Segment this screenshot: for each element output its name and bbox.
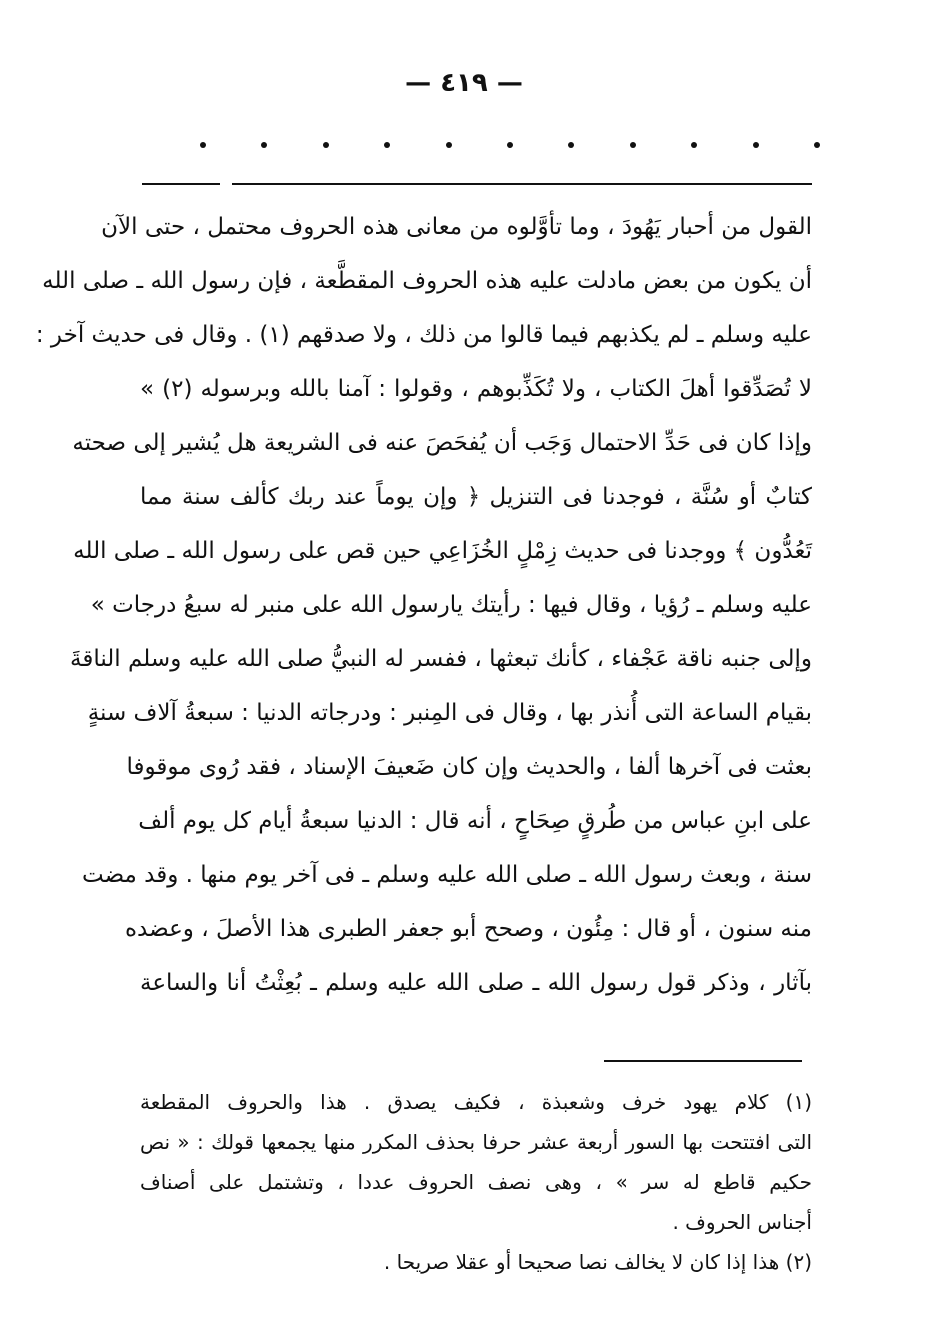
- footnote-rule: [604, 1060, 802, 1062]
- body-line: كتابٌ أو سُنَّة ، فوجدنا فى التنزيل ﴿ وإن يوماً عند ربك كألف سنة مما: [140, 484, 812, 510]
- header-rule-left: [142, 183, 220, 185]
- body-line: منه سنون ، أو قال : مِئُون ، وصحح أبو جعفر الطبرى هذا الأصلَ ، وعضده: [125, 916, 812, 942]
- dot: [446, 142, 452, 148]
- footnote-line: أجناس الحروف .: [672, 1210, 812, 1234]
- footnote-line: التى افتتحت بها السور أربعة عشر حرفا بحذف المكرر منها يجمعها قولك : « نص: [140, 1130, 812, 1154]
- dot: [507, 142, 513, 148]
- body-line: على ابنِ عباس من طُرقٍ صِحَاحٍ ، أنه قال : الدنيا سبعةُ أيام كل يوم ألف: [138, 808, 812, 834]
- footnote-line: حكيم قاطع له سر » ، وهى نصف الحروف عددا ، وتشتمل على أصناف: [140, 1170, 812, 1194]
- dot: [323, 142, 329, 148]
- body-line: سنة ، وبعث رسول الله ـ صلى الله عليه وسلم ـ فى آخر يوم منها . وقد مضت: [82, 862, 812, 888]
- body-line: عليه وسلم ـ رُؤيا ، وقال فيها : رأيتك يارسول الله على منبر له سبعُ درجات »: [90, 592, 812, 618]
- dot: [753, 142, 759, 148]
- dot: [384, 142, 390, 148]
- footnotes: [140, 1082, 812, 1282]
- dot: [630, 142, 636, 148]
- dot: [814, 142, 820, 148]
- body-line: وإلى جنبه ناقة عَجْفاء ، كأنك تبعثها ، ففسر له النبيُّ صلى الله عليه وسلم الناقةَ: [70, 646, 812, 672]
- dot: [200, 142, 206, 148]
- body-line: وإذا كان فى حَدِّ الاحتمال وَجَب أن يُفحَصَ عنه فى الشريعة هل يُشير إلى صحته: [72, 430, 812, 456]
- ornament-dots: [200, 142, 820, 148]
- page-number: — ٤١٩ —: [405, 68, 523, 98]
- body-line: أن يكون من بعض مادلت عليه هذه الحروف المقطَّعة ، فإن رسول الله ـ صلى الله: [42, 268, 812, 294]
- body-line: لا تُصَدِّقوا أهلَ الكتاب ، ولا تُكَذِّبوهم ، وقولوا : آمنا بالله وبرسوله (٢) »: [140, 376, 813, 402]
- body-line: بآثار ، وذكر قول رسول الله ـ صلى الله عليه وسلم ـ بُعِثْتُ أنا والساعة: [140, 970, 812, 996]
- dot: [261, 142, 267, 148]
- dot: [691, 142, 697, 148]
- body-text: [35, 200, 813, 1010]
- footnote-line: (١) كلام يهود خرف وشعبذة ، فكيف يصدق . هذا والحروف المقطعة: [140, 1090, 812, 1114]
- body-line: بعثت فى آخرها ألفا ، والحديث وإن كان ضَعيفَ الإسناد ، فقد رُوى موقوفا: [126, 754, 812, 780]
- body-line: بقيام الساعة التى أُنذر بها ، وقال فى المِنبر : ودرجاته الدنيا : سبعةُ آلاف سنةٍ: [87, 700, 812, 726]
- dot: [568, 142, 574, 148]
- body-line: تَعُدُّون ﴾ ووجدنا فى حديث زِمْلٍ الخُزَاعِي حين قص على رسول الله ـ صلى الله: [73, 538, 812, 564]
- footnote-line: (٢) هذا إذا كان لا يخالف نصا صحيحا أو عقلا صريحا .: [383, 1250, 812, 1274]
- header-rule-right: [232, 183, 812, 185]
- body-line: عليه وسلم ـ لم يكذبهم فيما قالوا من ذلك ، ولا صدقهم (١) . وقال فى حديث آخر :: [35, 322, 812, 348]
- body-line: القول من أحبار يَهُودَ ، وما تأوَّلوه من معانى هذه الحروف محتمل ، حتى الآن: [101, 214, 812, 240]
